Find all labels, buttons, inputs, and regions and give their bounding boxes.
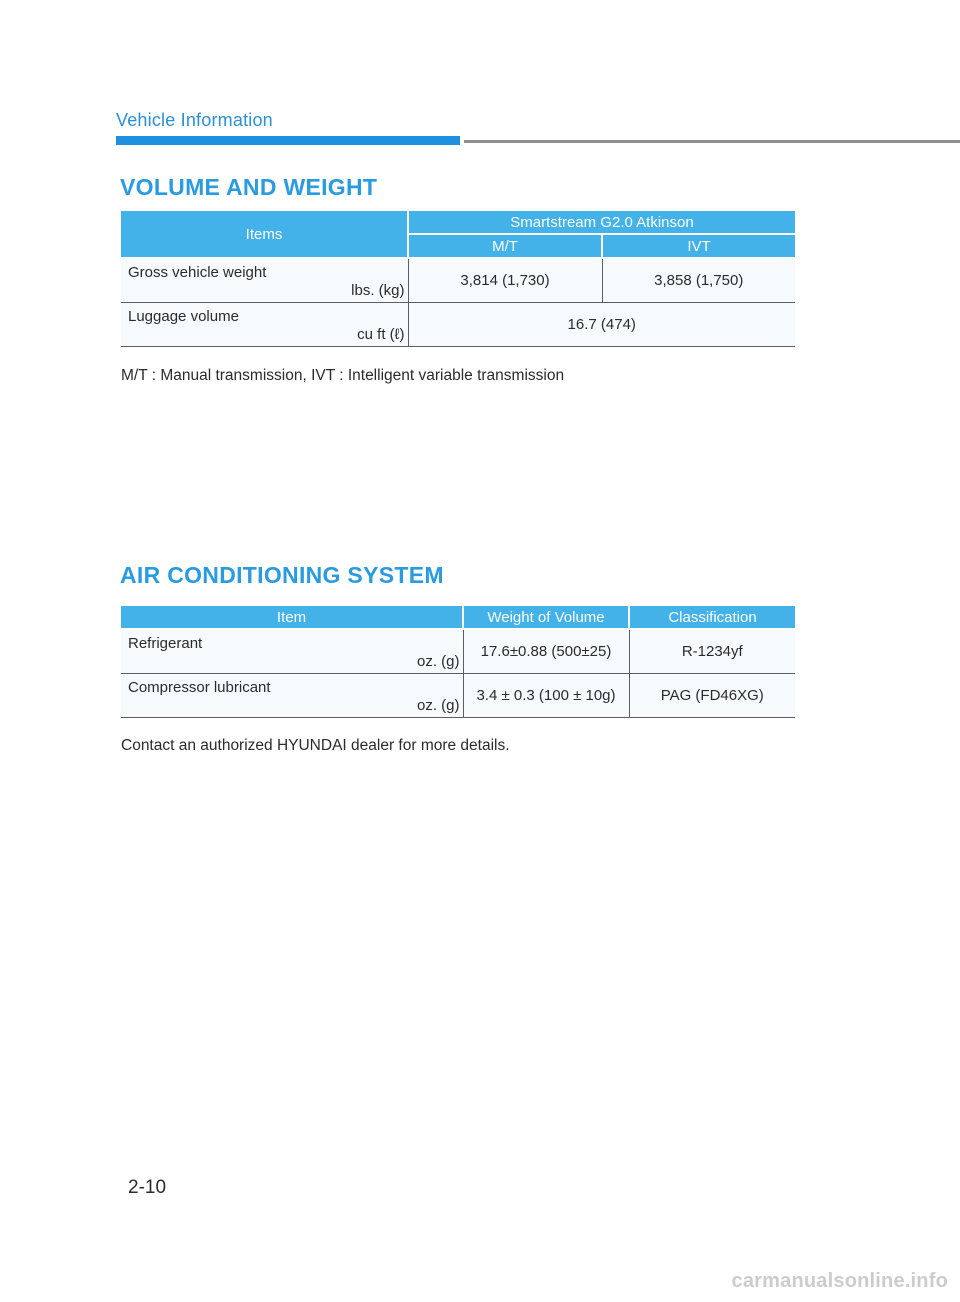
table-row xyxy=(121,258,795,303)
item-unit: oz. (g) xyxy=(416,697,460,714)
item-unit: oz. (g) xyxy=(416,653,460,670)
header-rule xyxy=(464,140,960,143)
item-name: Luggage volume xyxy=(128,308,239,325)
transmission-note: M/T : Manual transmission, IVT : Intelligent variable transmission xyxy=(121,367,565,384)
dealer-note: Contact an authorized HYUNDAI dealer for more details. xyxy=(121,737,510,754)
col-header-weight: Weight of Volume xyxy=(463,606,629,629)
watermark: carmanualsonline.info xyxy=(731,1270,948,1292)
col-header-item: Item xyxy=(121,606,463,629)
col-header-classification: Classification xyxy=(629,606,795,629)
value-cell: 16.7 (474) xyxy=(408,303,795,347)
air-conditioning-title: AIR CONDITIONING SYSTEM xyxy=(120,562,444,588)
page-number: 2-10 xyxy=(128,1177,167,1198)
item-unit: cu ft (ℓ) xyxy=(357,326,405,343)
volume-weight-table xyxy=(121,211,795,347)
item-name: Gross vehicle weight xyxy=(128,264,267,281)
table-row xyxy=(121,303,795,347)
value-cell: 3,814 (1,730) xyxy=(408,258,602,303)
col-header-items: Items xyxy=(121,211,408,258)
item-name: Compressor lubricant xyxy=(128,679,271,696)
item-cell xyxy=(121,674,463,718)
air-conditioning-table xyxy=(121,606,795,718)
col-header-engine: Smartstream G2.0 Atkinson xyxy=(408,211,795,234)
header-accent-bar xyxy=(116,136,460,145)
col-header-ivt: IVT xyxy=(602,234,795,258)
value-cell: 3.4 ± 0.3 (100 ± 10g) xyxy=(463,674,629,718)
value-cell: PAG (FD46XG) xyxy=(629,674,795,718)
value-cell: 17.6±0.88 (500±25) xyxy=(463,629,629,674)
col-header-mt: M/T xyxy=(408,234,602,258)
value-cell: R-1234yf xyxy=(629,629,795,674)
table-row xyxy=(121,674,795,718)
item-name: Refrigerant xyxy=(128,635,203,652)
item-cell xyxy=(121,629,463,674)
volume-weight-title: VOLUME AND WEIGHT xyxy=(120,174,378,200)
value-cell: 3,858 (1,750) xyxy=(602,258,795,303)
item-cell xyxy=(121,303,408,347)
table-row xyxy=(121,629,795,674)
item-cell xyxy=(121,258,408,303)
section-label: Vehicle Information xyxy=(116,110,273,130)
item-unit: lbs. (kg) xyxy=(351,282,405,299)
